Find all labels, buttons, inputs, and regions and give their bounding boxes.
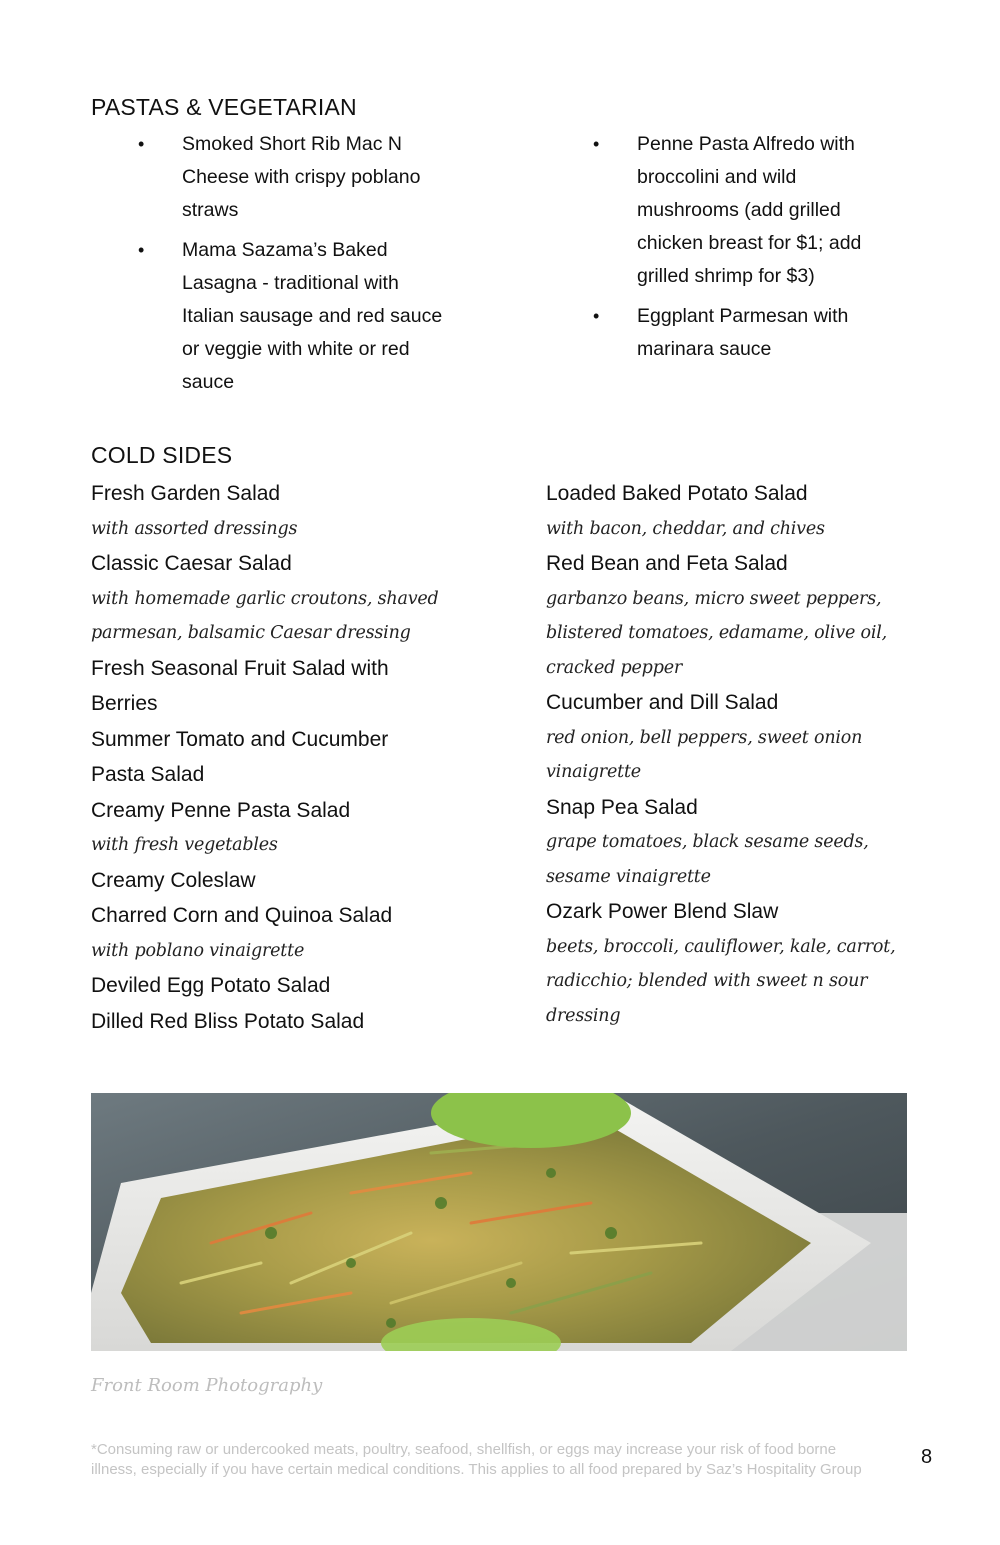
side-item-name: Classic Caesar Salad (91, 552, 292, 575)
side-item-name: Creamy Penne Pasta Salad (91, 798, 351, 822)
side-item-desc: garbanzo beans, micro sweet peppers, blistered tomatoes, edamame, olive oil, cracked pepper (546, 588, 888, 678)
page-number: 8 (921, 1446, 933, 1468)
photo-credit: Front Room Photography (91, 1375, 323, 1396)
side-item-name: Charred Corn and Quinoa Salad (91, 904, 393, 927)
pastas-list-right (637, 128, 887, 373)
side-item-desc: red onion, bell peppers, sweet onion vinaigrette (546, 727, 863, 782)
side-item-name: Loaded Baked Potato Salad (546, 482, 808, 505)
side-item-desc: with bacon, cheddar, and chives (546, 518, 825, 539)
side-item-name: Creamy Coleslaw (91, 868, 256, 892)
pasta-item: • Penne Pasta Alfredo with broccolini and wild mushrooms (add grilled chicken breast for $1; add grilled shrimp for $3) (637, 128, 887, 293)
food-safety-disclaimer: *Consuming raw or undercooked meats, poultry, seafood, shellfish, or eggs may increase your risk of food borne illness, especially if you have certain medical conditions. This applies to all food prepared by Saz’s Hospitality Group (91, 1441, 862, 1478)
side-item-desc: with homemade garlic croutons, shaved parmesan, balsamic Caesar dressing (91, 588, 439, 643)
side-item-name: Fresh Garden Salad (91, 482, 281, 505)
side-item-name: Snap Pea Salad (546, 795, 698, 819)
salad-photo (91, 1093, 907, 1351)
pasta-item: • Eggplant Parmesan with marinara sauce (637, 300, 887, 366)
pasta-item: • Mama Sazama’s Baked Lasagna - traditional with Italian sausage and red sauce or veggie with white or red sauce (182, 234, 452, 399)
cold-sides-list-right (546, 476, 916, 1033)
pasta-item: • Smoked Short Rib Mac N Cheese with crispy poblano straws (182, 128, 452, 227)
slaw-bowl-illustration (91, 1093, 907, 1351)
side-item-name: Deviled Egg Potato Salad (91, 974, 331, 997)
side-item-name: Ozark Power Blend Slaw (546, 900, 779, 923)
cold-sides-heading: COLD SIDES (91, 442, 233, 468)
side-item-name: Red Bean and Feta Salad (546, 552, 788, 575)
side-item-name: Dilled Red Bliss Potato Salad (91, 1009, 365, 1033)
cold-sides-list-left (91, 476, 471, 1039)
pastas-heading: PASTAS & VEGETARIAN (91, 94, 357, 120)
side-item-desc: beets, broccoli, cauliflower, kale, carrot, radicchio; blended with sweet n sour dressing (546, 936, 896, 1026)
side-item-desc: with assorted dressings (91, 518, 298, 539)
side-item-desc: grape tomatoes, black sesame seeds, sesame vinaigrette (546, 832, 869, 887)
side-item-name: Cucumber and Dill Salad (546, 691, 779, 714)
pastas-list-left (182, 128, 452, 406)
side-item-desc: with fresh vegetables (91, 835, 278, 855)
side-item-name: Fresh Seasonal Fruit Salad with Berries (91, 656, 389, 715)
side-item-name: Summer Tomato and Cucumber Pasta Salad (91, 727, 389, 786)
side-item-desc: with poblano vinaigrette (91, 940, 305, 961)
